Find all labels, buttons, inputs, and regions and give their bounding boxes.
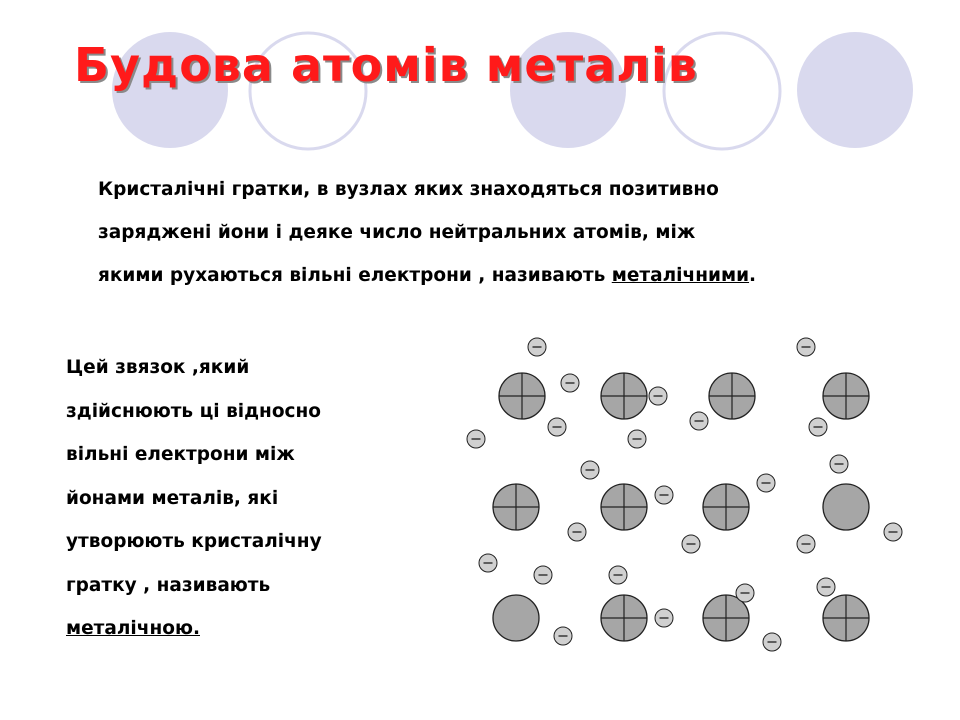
definition-line-2: заряджені йони і деяке число нейтральних атомів, між	[98, 222, 696, 243]
definition-line-3-text: якими рухаються вільні електрони , називають	[98, 265, 612, 286]
positive-ion	[823, 373, 869, 419]
electron	[554, 627, 572, 645]
electron	[736, 584, 754, 602]
electron	[568, 523, 586, 541]
positive-ion	[499, 373, 545, 419]
bond-line-6: гратку , називають	[66, 574, 271, 596]
electron	[817, 578, 835, 596]
positive-ion	[823, 595, 869, 641]
neutral-atom	[823, 484, 869, 530]
electron	[830, 455, 848, 473]
electron	[528, 338, 546, 356]
electron	[763, 633, 781, 651]
electron	[682, 535, 700, 553]
definition-end: .	[749, 265, 757, 286]
bond-line-3: вільні електрони між	[66, 444, 295, 465]
electron	[561, 374, 579, 392]
electron	[649, 387, 667, 405]
electron	[757, 474, 775, 492]
definition-term: металічними	[611, 265, 750, 286]
electron	[548, 418, 566, 436]
electron	[797, 535, 815, 553]
definition-line-1: Кристалічні гратки, в вузлах яких знаходяться позитивно	[98, 179, 719, 200]
positive-ion	[601, 484, 647, 530]
electron	[884, 523, 902, 541]
electron	[467, 430, 485, 448]
positive-ion	[493, 484, 539, 530]
positive-ion	[601, 373, 647, 419]
slide-title: Будова атомів металів	[74, 38, 698, 92]
electron	[581, 461, 599, 479]
bond-line-1: Цей звязок ,який	[66, 357, 250, 378]
bond-term: металічною.	[66, 618, 200, 639]
positive-ion	[709, 373, 755, 419]
electron	[534, 566, 552, 584]
positive-ion	[601, 595, 647, 641]
electron	[655, 486, 673, 504]
bond-line-5: утворюють кристалічну	[66, 531, 322, 552]
bond-line-4: йонами металів, які	[66, 487, 279, 509]
electron	[655, 609, 673, 627]
bond-line-2: здійснюють ці відносно	[66, 400, 322, 422]
electron	[690, 412, 708, 430]
electron	[609, 566, 627, 584]
electron	[809, 418, 827, 436]
positive-ion	[703, 484, 749, 530]
electron	[797, 338, 815, 356]
electron	[479, 554, 497, 572]
electron	[628, 430, 646, 448]
neutral-atom	[493, 595, 539, 641]
